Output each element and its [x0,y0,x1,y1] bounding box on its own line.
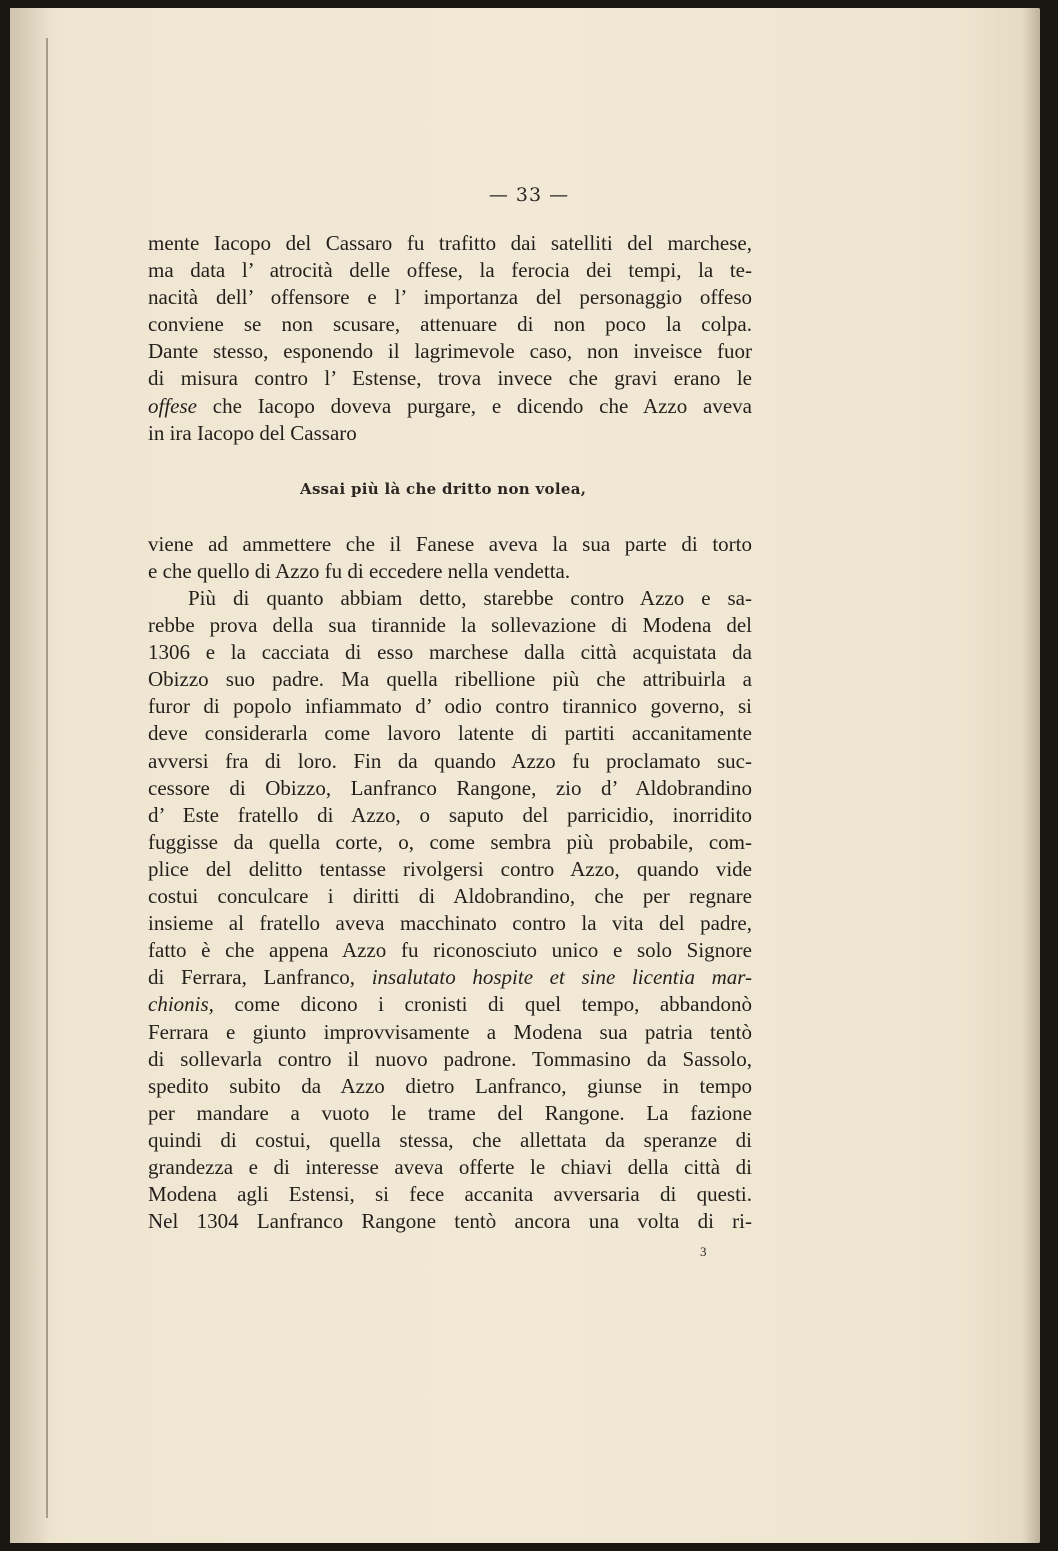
text-line: costui conculcare i diritti di Aldobrandino, che per regnare [148,884,752,909]
page-edge-shadow [1022,8,1040,1543]
text-line [148,393,752,420]
text-line: plice del delitto tentasse rivolgersi contro Azzo, quando vide [148,856,752,881]
text-line: d’ Este fratello di Azzo, o saputo del parricidio, inorridito [148,802,752,827]
text-line [148,991,752,1018]
text-line: grandezza e di interesse aveva offerte le chiavi della città di [148,1154,752,1179]
text-line: Dante stesso, esponendo il lagrimevole caso, non inveisce fuor [148,339,752,364]
text-line: Più di quanto abbiam detto, starebbe contro Azzo e sa- [188,586,752,610]
text-line: Modena agli Estensi, si fece accanita avversaria di questi. [148,1182,752,1207]
text-line: Ferrara e giunto improvvisamente a Modena sua patria tentò [148,1019,752,1044]
text-line: avversi fra di loro. Fin da quando Azzo fu proclamato suc- [148,748,752,773]
text-line: per mandare a vuoto le trame del Rangone. La fazione [148,1100,752,1125]
text-segment: di Ferrara, Lanfranco, [148,965,372,990]
text-line: mente Iacopo del Cassaro fu trafitto dai satelliti del marchese, [148,231,752,255]
paragraph-3 [148,585,752,1235]
italic-word: offese [148,393,197,418]
page-gutter [10,8,50,1543]
text-line: fuggisse da quella corte, o, come sembra più probabile, com- [148,829,752,854]
italic-latin-phrase: chionis, [148,992,214,1017]
text-line: viene ad ammettere che il Fanese aveva la sua parte di torto [148,532,752,556]
signature-mark: 3 [700,1244,707,1259]
text-line: di misura contro l’ Estense, trova invece che gravi erano le [148,366,752,391]
text-segment: come dicono i cronisti di quel tempo, abbandonò [213,992,752,1017]
text-line: cessore di Obizzo, Lanfranco Rangone, zio d’ Aldobrandino [148,775,752,800]
paragraph-1 [148,230,752,447]
text-line: e che quello di Azzo fu di eccedere nella vendetta. [148,559,571,584]
text-line: conviene se non scusare, attenuare di non poco la colpa. [148,312,752,337]
text-line: deve considerarla come lavoro latente di partiti accanitamente [148,721,752,746]
text-line: di sollevarla contro il nuovo padrone. Tommasino da Sassolo, [148,1046,752,1071]
text-line: fatto è che appena Azzo fu riconosciuto unico e solo Signore [148,938,752,963]
text-line: nacità dell’ offensore e l’ importanza del personaggio offeso [148,285,752,310]
verse-quotation: Assai più là che dritto non volea, [300,480,587,498]
text-line: ma data l’ atrocità delle offese, la ferocia dei tempi, la te- [148,258,752,283]
text-segment: che Iacopo doveva purgare, e dicendo che Azzo aveva [196,393,752,418]
text-line: insieme al fratello aveva macchinato contro la vita del padre, [148,911,752,936]
binding-edge [46,38,48,1518]
text-line: furor di popolo infiammato d’ odio contro tirannico governo, si [148,694,752,719]
paragraph-2 [148,531,752,585]
text-line: spedito subito da Azzo dietro Lanfranco, giunse in tempo [148,1073,752,1098]
text-line: Obizzo suo padre. Ma quella ribellione più che attribuirla a [148,667,752,692]
text-line: rebbe prova della sua tirannide la sollevazione di Modena del [148,613,752,638]
italic-latin-phrase: insalutato hospite et sine licentia mar- [371,965,753,990]
text-line: 1306 e la cacciata di esso marchese dalla città acquistata da [148,640,752,665]
page-number: — 33 — [488,184,570,206]
text-line: quindi di costui, quella stessa, che allettata da speranze di [148,1127,752,1152]
text-line: Nel 1304 Lanfranco Rangone tentò ancora una volta di ri- [148,1209,752,1234]
text-line: in ira Iacopo del Cassaro [148,420,357,445]
text-line [148,964,752,991]
